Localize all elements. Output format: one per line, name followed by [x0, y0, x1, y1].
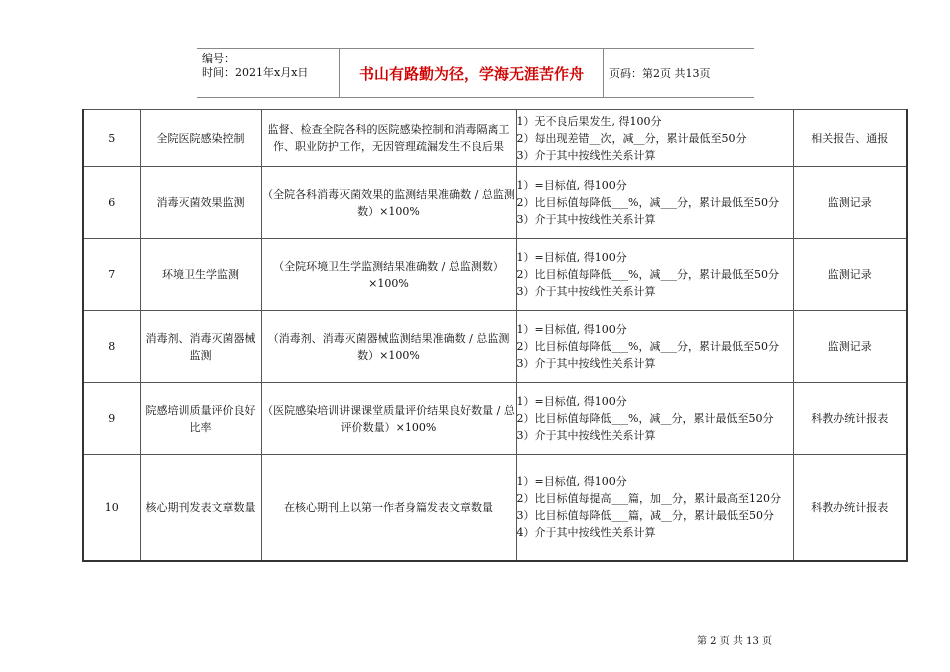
row-number: 9: [83, 383, 140, 455]
table-row: [83, 311, 907, 383]
scoring-rules: [516, 110, 793, 167]
header-meta: [202, 52, 308, 80]
table-row: [83, 455, 907, 561]
scoring-rule-line: 2）每出现差错__次，减__分，累计最低至50分: [516, 131, 747, 145]
scoring-rules: [516, 455, 793, 561]
row-number: 8: [83, 311, 140, 383]
header-page-label: 页码：第2页 共13页: [609, 67, 711, 80]
data-source: 监测记录: [793, 311, 907, 383]
row-number: 5: [83, 110, 140, 167]
page-footer: 第 2 页 共 13 页: [697, 636, 772, 647]
data-source: 监测记录: [793, 167, 907, 239]
header-motto: 书山有路勤为径，学海无涯苦作舟: [358, 64, 584, 83]
scoring-rules: [516, 239, 793, 311]
row-number: 10: [83, 455, 140, 561]
scoring-rule-line: 3）介于其中按线性关系计算: [516, 213, 656, 226]
scoring-rules: [516, 383, 793, 455]
indicator-name: 环境卫生学监测: [140, 239, 261, 311]
scoring-rule-line: 3）介于其中按线性关系计算: [516, 357, 656, 370]
indicator-formula: （医院感染培训讲课课堂质量评价结果良好数量 / 总评价数量）×100%: [261, 383, 516, 455]
code-label: 编号：: [202, 52, 235, 65]
scoring-rule-line: 3）介于其中按线性关系计算: [516, 285, 656, 298]
scoring-rule-line: 2）比目标值每降低___%，减___分，累计最低至50分: [516, 196, 779, 209]
scoring-rule-line: 2）比目标值每降低___%，减___分，累计最低至50分: [516, 268, 779, 281]
indicator-name: 核心期刊发表文章数量: [140, 455, 261, 561]
indicator-name: 全院医院感染控制: [140, 110, 261, 167]
table-row: [83, 383, 907, 455]
indicator-formula: （全院环境卫生学监测结果准确数 / 总监测数）×100%: [261, 239, 516, 311]
indicator-formula: 在核心期刊上以第一作者身篇发表文章数量: [261, 455, 516, 561]
data-source: 相关报告、通报: [793, 110, 907, 167]
scoring-rule-line: 2）比目标值每降低___%，减__分，累计最低至50分: [516, 412, 774, 425]
row-number: 7: [83, 239, 140, 311]
indicator-name: 院感培训质量评价良好比率: [140, 383, 261, 455]
scoring-rule-line: 1）=目标值, 得100分: [516, 323, 627, 336]
scoring-rule-line: 3）比目标值每降低___篇，减__分，累计最低至50分: [516, 509, 774, 523]
scoring-rule-line: 1）=目标值, 得100分: [516, 475, 627, 489]
scoring-rule-line: 3）介于其中按线性关系计算: [516, 148, 656, 162]
header-divider: [603, 49, 604, 97]
indicator-name: 消毒灭菌效果监测: [140, 167, 261, 239]
scoring-rules: [516, 311, 793, 383]
scoring-rule-line: 1）=目标值, 得100分: [516, 395, 627, 408]
table-row: [83, 110, 907, 167]
scoring-rule-line: 2）比目标值每降低___%，减___分，累计最低至50分: [516, 340, 779, 353]
indicator-name: 消毒剂、消毒灭菌器械监测: [140, 311, 261, 383]
indicator-formula: （全院各科消毒灭菌效果的监测结果准确数 / 总监测数）×100%: [261, 167, 516, 239]
row-number: 6: [83, 167, 140, 239]
data-source: 科教办统计报表: [793, 383, 907, 455]
table-row: [83, 167, 907, 239]
kpi-table: [82, 109, 908, 562]
scoring-rule-line: 4）介于其中按线性关系计算: [516, 526, 656, 540]
scoring-rule-line: 2）比目标值每提高___篇，加__分，累计最高至120分: [516, 492, 781, 506]
data-source: 监测记录: [793, 239, 907, 311]
page-header: [197, 48, 754, 98]
table-row: [83, 239, 907, 311]
scoring-rule-line: 1）=目标值, 得100分: [516, 179, 627, 192]
time-label: 时间：2021年x月x日: [202, 66, 309, 79]
data-source: 科教办统计报表: [793, 455, 907, 561]
indicator-formula: （消毒剂、消毒灭菌器械监测结果准确数 / 总监测数）×100%: [261, 311, 516, 383]
scoring-rule-line: 1）无不良后果发生, 得100分: [516, 114, 662, 128]
indicator-formula: 监督、检查全院各科的医院感染控制和消毒隔离工作、职业防护工作，无因管理疏漏发生不良后果: [261, 110, 516, 167]
scoring-rule-line: 1）=目标值, 得100分: [516, 251, 627, 264]
scoring-rules: [516, 167, 793, 239]
scoring-rule-line: 3）介于其中按线性关系计算: [516, 429, 656, 442]
